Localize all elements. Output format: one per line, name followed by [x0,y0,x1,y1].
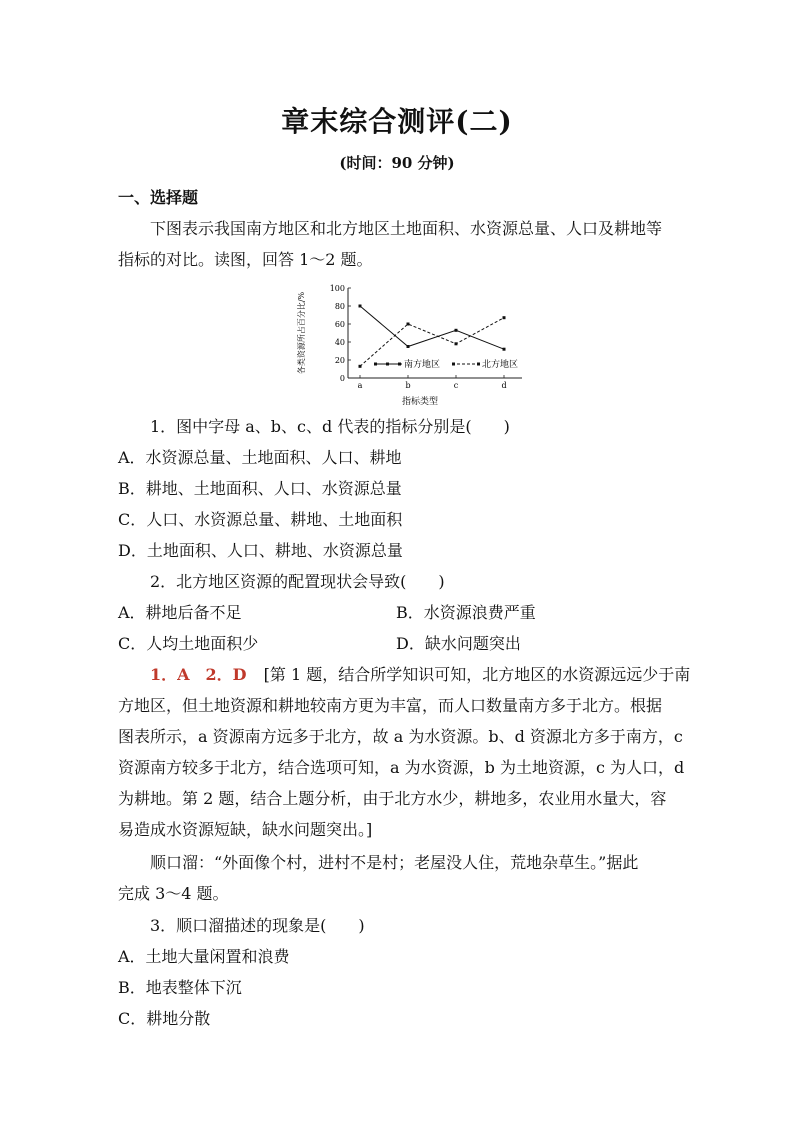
question-3: 3．顺口溜描述的现象是( ) [150,916,365,935]
q1-option-b: B．耕地、土地面积、人口、水资源总量 [118,479,402,498]
answer-line-4: 资源南方较多于北方，结合选项可知，a 为水资源，b 为土地资源，c 为人口，d [118,758,685,777]
q1-option-c: C．人口、水资源总量、耕地、土地面积 [118,510,403,529]
chart-legend [374,358,518,370]
answer-line-5: 为耕地。第 2 题，结合上题分析，由于北方水少，耕地多，农业用水量大，容 [118,789,667,808]
data-point [359,305,362,308]
data-point [455,329,458,332]
legend-label-south: 南方地区 [404,360,441,370]
chart-series [359,305,506,368]
legend-marker [374,363,377,366]
answer-explanation-1: [第 1 题，结合所学知识可知，北方地区的水资源远远少于南 [263,665,691,684]
q2-option-d: D．缺水问题突出 [396,634,521,653]
data-point [503,348,506,351]
x-tick-label: b [405,381,411,390]
x-axis-label: 指标类型 [401,397,439,407]
q3-option-c: C．耕地分散 [118,1009,211,1028]
data-point [407,323,410,326]
resource-comparison-chart [290,280,530,410]
legend-marker [386,363,389,366]
rhyme-line-1: 顺口溜：“外面像个村，进村不是村；老屋没人住，荒地杂草生。”据此 [150,853,639,872]
data-point [359,365,362,368]
legend-label-north: 北方地区 [482,360,519,370]
x-tick-labels [358,375,507,390]
section-heading: 一、选择题 [118,188,199,207]
y-tick-label: 100 [329,284,345,293]
y-tick-label: 80 [334,302,345,311]
q2-option-a: A．耕地后备不足 [118,603,242,622]
x-tick-label: d [501,381,507,390]
data-point [503,316,506,319]
question-1: 1．图中字母 a、b、c、d 代表的指标分别是( ) [150,417,510,436]
series-line-1 [360,318,504,367]
x-tick-label: c [453,381,459,390]
legend-marker [477,363,480,366]
q2-option-c: C．人均土地面积少 [118,634,259,653]
answer-line-3: 图表所示，a 资源南方远多于北方，故 a 为水资源。b、d 资源北方多于南方，c [118,727,683,746]
data-point [455,342,458,345]
question-2: 2．北方地区资源的配置现状会导致( ) [150,572,445,591]
y-tick-label: 40 [334,338,345,347]
answer-line-2: 方地区，但土地资源和耕地较南方更为丰富，而人口数量南方多于北方。根据 [118,696,663,715]
q3-option-a: A．土地大量闲置和浪费 [118,947,290,966]
q1-option-a: A．水资源总量、土地面积、人口、耕地 [118,448,402,467]
y-tick-label: 60 [334,320,345,329]
legend-marker [398,363,401,366]
y-tick-label: 0 [339,374,345,383]
data-point [407,345,410,348]
q2-option-b: B．水资源浪费严重 [396,603,536,622]
y-tick-label: 20 [334,356,345,365]
legend-marker [452,363,455,366]
q1-option-d: D．土地面积、人口、耕地、水资源总量 [118,541,403,560]
series-line-0 [360,306,504,349]
intro-line-1: 下图表示我国南方地区和北方地区土地面积、水资源总量、人口及耕地等 [150,219,663,238]
time-limit: (时间：90 分钟) [339,154,455,172]
answer-line-6: 易造成水资源短缺，缺水问题突出。] [118,820,373,839]
x-tick-label: a [357,381,363,390]
answer-key: 1．A 2．D [150,665,247,684]
page-title: 章末综合测评(二) [281,105,513,138]
y-axis-label: 各类资源所占百分比/% [297,291,306,375]
q3-option-b: B．地表整体下沉 [118,978,242,997]
rhyme-line-2: 完成 3～4 题。 [118,884,229,903]
intro-line-2: 指标的对比。读图，回答 1～2 题。 [118,250,373,269]
answer-line-1 [150,662,690,685]
